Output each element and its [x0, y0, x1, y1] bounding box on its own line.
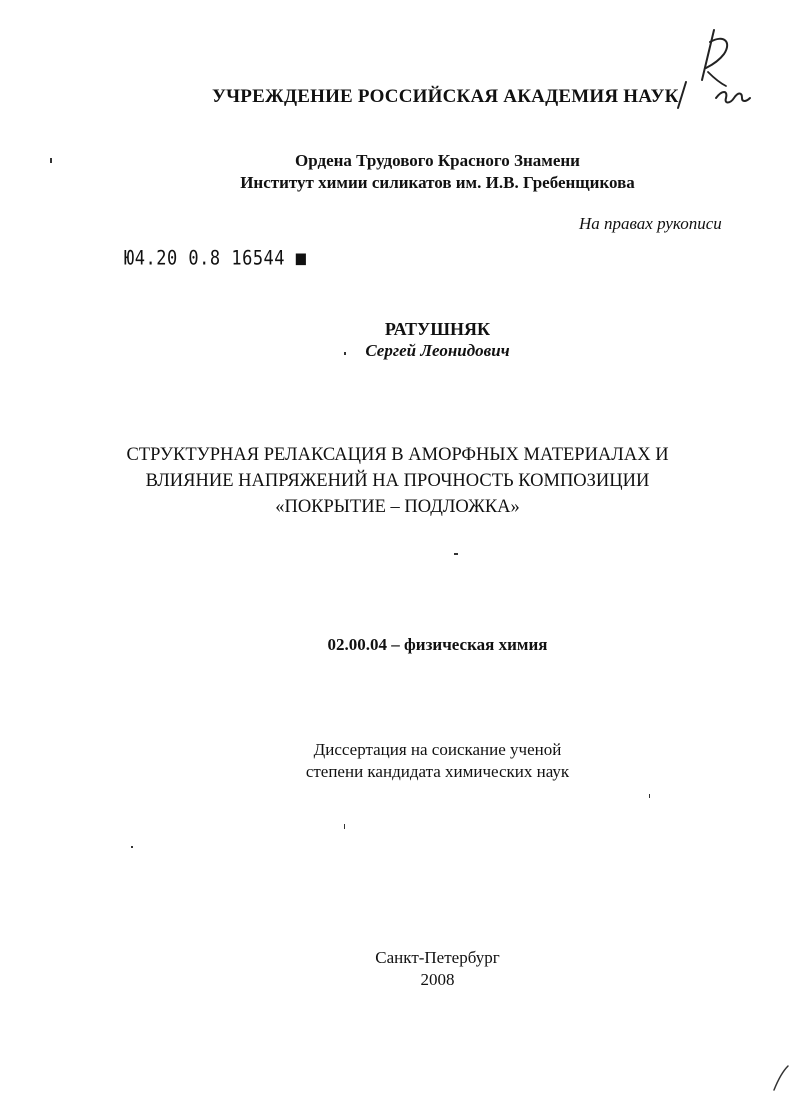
year: 2008 — [420, 970, 455, 989]
author-name: Сергей Леонидович — [365, 341, 510, 360]
degree-line-1: Диссертация на соискание ученой — [313, 740, 562, 759]
pen-mark-icon — [770, 1064, 792, 1092]
institution-header: УЧРЕЖДЕНИЕ РОССИЙСКАЯ АКАДЕМИЯ НАУК — [212, 86, 679, 107]
degree-line-2: степени кандидата химических наук — [305, 762, 570, 781]
specialty: 02.00.04 – физическая химия — [327, 635, 548, 654]
title-line-3: «ПОКРЫТИЕ – ПОДЛОЖКА» — [275, 497, 520, 517]
scan-speck — [454, 553, 458, 555]
signature-icon — [672, 28, 762, 110]
author-surname: РАТУШНЯК — [384, 319, 491, 339]
city: Санкт-Петербург — [375, 948, 500, 967]
order-line: Ордена Трудового Красного Знамени — [295, 151, 580, 170]
scan-speck — [649, 794, 650, 798]
institute-line: Институт химии силикатов им. И.В. Гребенщикова — [240, 173, 635, 192]
title-line-1: СТРУКТУРНАЯ РЕЛАКСАЦИЯ В АМОРФНЫХ МАТЕРИАЛАХ И — [126, 445, 669, 465]
registry-number: Ю4.20 0.8 16544 ■ — [124, 247, 307, 270]
scan-speck — [50, 158, 52, 163]
scan-speck — [344, 824, 345, 829]
manuscript-note: На правах рукописи — [579, 214, 722, 233]
scan-speck — [131, 846, 133, 848]
scan-speck — [344, 352, 346, 355]
title-line-2: ВЛИЯНИЕ НАПРЯЖЕНИЙ НА ПРОЧНОСТЬ КОМПОЗИЦИИ — [145, 471, 650, 491]
